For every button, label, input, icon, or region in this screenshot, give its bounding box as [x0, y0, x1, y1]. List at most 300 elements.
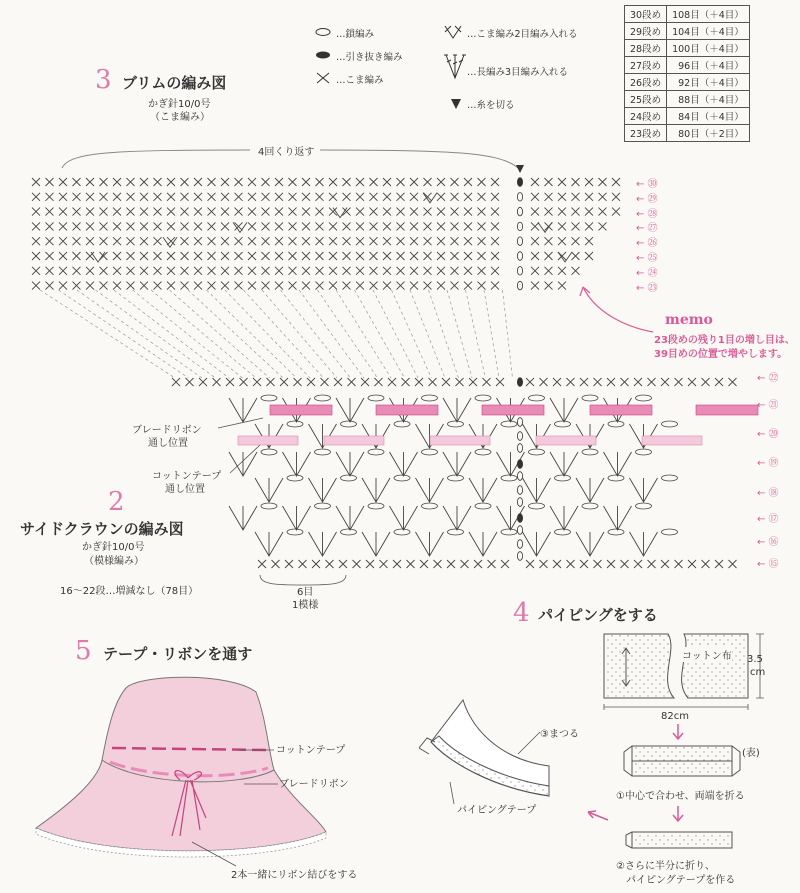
single-crochet-mark	[348, 378, 356, 386]
single-crochet-mark	[356, 252, 364, 260]
table-row	[625, 57, 750, 74]
fan-mark	[416, 532, 444, 556]
section3-title: ブリムの編み図	[122, 74, 227, 92]
chain-mark	[394, 475, 410, 481]
single-crochet-mark	[329, 267, 337, 275]
single-crochet-mark	[612, 208, 620, 216]
single-crochet-mark	[248, 178, 256, 186]
single-crochet-mark	[267, 378, 275, 386]
single-crochet-mark	[424, 178, 432, 186]
single-crochet-mark	[434, 560, 442, 568]
single-crochet-mark	[113, 193, 121, 201]
single-crochet-mark	[558, 267, 566, 275]
single-crochet-mark	[32, 237, 40, 245]
single-crochet-mark	[208, 178, 216, 186]
single-crochet-mark	[585, 252, 593, 260]
single-crochet-mark	[558, 178, 566, 186]
single-crochet-mark	[221, 282, 229, 290]
single-crochet-mark	[607, 560, 615, 568]
crown-row-label: ← ⑯	[757, 537, 779, 548]
single-crochet-mark	[235, 178, 243, 186]
single-crochet-mark	[302, 282, 310, 290]
fan-mark	[443, 398, 471, 422]
single-crochet-mark	[437, 222, 445, 230]
single-crochet-mark	[316, 208, 324, 216]
cut-yarn-icon	[450, 98, 464, 110]
single-crochet-mark	[451, 252, 459, 260]
single-crochet-mark	[262, 222, 270, 230]
chain-mark	[517, 472, 522, 481]
single-crochet-mark	[302, 178, 310, 186]
guide-line	[429, 290, 459, 378]
single-crochet-mark	[194, 252, 202, 260]
single-crochet-mark	[572, 208, 580, 216]
single-crochet-mark	[262, 178, 270, 186]
fan-mark	[255, 478, 283, 502]
single-crochet-mark	[424, 208, 432, 216]
single-crochet-mark	[393, 560, 401, 568]
row-label: 23段め	[625, 125, 667, 142]
single-crochet-mark	[248, 222, 256, 230]
single-crochet-mark	[572, 193, 580, 201]
guide-line	[77, 290, 202, 378]
legend-slip: …引き抜き編み	[336, 52, 403, 63]
single-crochet-mark	[73, 267, 81, 275]
single-crochet-mark	[567, 560, 575, 568]
single-crochet-mark	[302, 267, 310, 275]
single-crochet-mark	[140, 267, 148, 275]
single-crochet-mark	[326, 560, 334, 568]
single-crochet-mark	[334, 378, 342, 386]
single-crochet-mark	[599, 178, 607, 186]
chain-mark	[394, 421, 410, 427]
single-crochet-mark	[221, 237, 229, 245]
single-crochet-mark	[86, 267, 94, 275]
cotton-tape-bar	[430, 436, 490, 445]
single-crochet-mark	[127, 282, 135, 290]
guide-line	[262, 290, 337, 378]
single-crochet-mark	[59, 193, 67, 201]
chain-mark	[448, 475, 464, 481]
single-crochet-mark	[437, 208, 445, 216]
single-crochet-mark	[464, 193, 472, 201]
stitch-count: 100目（＋4目）	[667, 40, 750, 57]
section3-number: 3	[95, 65, 112, 95]
single-crochet-mark	[531, 178, 539, 186]
single-crochet-mark	[186, 378, 194, 386]
single-crochet-mark	[312, 560, 320, 568]
single-crochet-mark	[526, 378, 534, 386]
single-crochet-mark	[451, 267, 459, 275]
single-crochet-mark	[572, 178, 580, 186]
legend-cut: …糸を切る	[467, 100, 515, 111]
single-crochet-mark	[451, 193, 459, 201]
chain-mark	[529, 449, 545, 455]
single-crochet-mark	[167, 222, 175, 230]
legend-sc: …こま編み	[336, 75, 384, 86]
chain-mark	[555, 529, 571, 535]
braid-ribbon-bar	[270, 405, 332, 415]
guide-line	[59, 290, 189, 378]
slip-stitch-mark	[517, 460, 522, 469]
single-crochet-mark	[86, 282, 94, 290]
single-crochet-mark	[491, 178, 499, 186]
chain-mark	[608, 475, 624, 481]
chain-mark	[517, 193, 522, 202]
hat-bow-label: 2本一緒にリボン結びをする	[231, 870, 358, 881]
single-crochet-mark	[361, 378, 369, 386]
chain-mark	[368, 503, 384, 509]
single-crochet-mark	[501, 560, 509, 568]
single-crochet-mark	[370, 193, 378, 201]
stitch-count: 96目（＋4目）	[667, 57, 750, 74]
single-crochet-mark	[478, 178, 486, 186]
chain-mark	[501, 475, 517, 481]
single-crochet-mark	[558, 237, 566, 245]
single-crochet-mark	[262, 267, 270, 275]
chain-mark	[582, 449, 598, 455]
chain-mark	[529, 395, 545, 401]
single-crochet-mark	[226, 378, 234, 386]
single-crochet-mark	[488, 560, 496, 568]
crown-row-label: ← ⑮	[757, 559, 779, 570]
chain-mark	[517, 444, 522, 453]
single-crochet-mark	[46, 178, 54, 186]
single-crochet-mark	[545, 193, 553, 201]
chain-mark	[582, 503, 598, 509]
braid-ribbon-bar	[376, 405, 438, 415]
single-crochet-mark	[221, 193, 229, 201]
chain-mark	[517, 526, 522, 535]
single-crochet-mark	[154, 178, 162, 186]
single-crochet-mark	[86, 178, 94, 186]
crown-row-label: ← ⑲	[757, 458, 779, 469]
single-crochet-mark	[194, 222, 202, 230]
stitch-count: 84目（＋4目）	[667, 108, 750, 125]
single-crochet-mark	[397, 222, 405, 230]
fan-mark	[604, 506, 632, 530]
single-crochet-mark	[262, 237, 270, 245]
single-crochet-mark	[558, 222, 566, 230]
hat-braid-leader	[244, 779, 284, 789]
single-crochet-mark	[599, 208, 607, 216]
single-crochet-mark	[496, 378, 504, 386]
single-crochet-mark	[181, 267, 189, 275]
fan-mark	[229, 506, 257, 530]
single-crochet-mark	[531, 267, 539, 275]
single-crochet-mark	[302, 252, 310, 260]
down-arrow-icon	[668, 722, 688, 742]
single-crochet-mark	[451, 222, 459, 230]
single-crochet-mark	[540, 378, 548, 386]
single-crochet-mark	[289, 222, 297, 230]
fan-mark	[336, 398, 364, 422]
tape-label: パイピングテープ	[457, 805, 537, 816]
single-crochet-mark	[73, 208, 81, 216]
single-crochet-mark	[715, 378, 723, 386]
chain-mark	[448, 529, 464, 535]
cotton-tape-bar	[642, 436, 702, 445]
single-crochet-mark	[356, 193, 364, 201]
section3-hook: かぎ針10/0号	[148, 99, 211, 110]
section4-title: パイピングをする	[538, 606, 658, 624]
brim-row-label: ← ㉔	[636, 267, 658, 279]
memo-heading: memo	[665, 312, 713, 328]
single-crochet-mark	[580, 378, 588, 386]
single-crochet-mark	[540, 560, 548, 568]
section5-title: テープ・リボンを通す	[103, 645, 253, 663]
dc-increase-icon	[443, 52, 467, 80]
chain-mark	[517, 207, 522, 216]
chain-mark	[517, 540, 522, 549]
single-crochet-mark	[73, 252, 81, 260]
single-crochet-mark	[46, 267, 54, 275]
single-crochet-mark	[194, 178, 202, 186]
row-label: 25段め	[625, 91, 667, 108]
single-crochet-mark	[553, 378, 561, 386]
single-crochet-mark	[316, 282, 324, 290]
single-crochet-mark	[302, 208, 310, 216]
single-crochet-mark	[127, 222, 135, 230]
single-crochet-mark	[675, 378, 683, 386]
single-crochet-mark	[154, 208, 162, 216]
section3-stitch: （こま編み）	[150, 112, 210, 123]
single-crochet-mark	[154, 282, 162, 290]
single-crochet-mark	[221, 208, 229, 216]
single-crochet-mark	[397, 252, 405, 260]
down-arrow-icon-2	[668, 804, 688, 824]
single-crochet-mark	[127, 208, 135, 216]
single-crochet-mark	[194, 193, 202, 201]
single-crochet-mark	[154, 267, 162, 275]
single-crochet-mark	[370, 282, 378, 290]
single-crochet-mark	[294, 378, 302, 386]
fan-mark	[630, 478, 658, 502]
chain-mark	[261, 395, 277, 401]
guide-line	[318, 290, 378, 378]
fan-mark	[362, 532, 390, 556]
cotton-label-2: 通し位置	[165, 484, 205, 495]
single-crochet-mark	[329, 237, 337, 245]
single-crochet-mark	[258, 560, 266, 568]
single-crochet-mark	[181, 193, 189, 201]
crown-row-label: ← ㉑	[757, 400, 779, 411]
single-crochet-mark	[429, 378, 437, 386]
single-crochet-mark	[415, 378, 423, 386]
single-crochet-mark	[442, 378, 450, 386]
single-crochet-mark	[208, 282, 216, 290]
single-crochet-mark	[32, 282, 40, 290]
single-crochet-mark	[478, 267, 486, 275]
single-crochet-mark	[599, 193, 607, 201]
single-crochet-mark	[154, 193, 162, 201]
six-stitches: 6目	[297, 587, 314, 598]
fabric-height-unit: cm	[750, 667, 766, 678]
chain-mark	[287, 529, 303, 535]
single-crochet-mark	[316, 252, 324, 260]
single-crochet-mark	[397, 193, 405, 201]
single-crochet-mark	[289, 282, 297, 290]
single-crochet-mark	[329, 178, 337, 186]
hat-bow-leader	[186, 838, 246, 868]
single-crochet-mark	[599, 222, 607, 230]
brim-row-label: ← ㉗	[636, 223, 658, 235]
single-crochet-mark	[329, 282, 337, 290]
single-crochet-mark	[483, 378, 491, 386]
single-crochet-mark	[302, 222, 310, 230]
chain-mark	[368, 449, 384, 455]
single-crochet-mark	[553, 560, 561, 568]
guide-line	[225, 290, 310, 378]
single-crochet-mark	[73, 178, 81, 186]
single-crochet-mark	[140, 282, 148, 290]
single-crochet-mark	[343, 282, 351, 290]
memo-line2: 39目めの位置で増やします。	[654, 349, 788, 360]
single-crochet-mark	[275, 208, 283, 216]
single-crochet-mark	[531, 252, 539, 260]
single-crochet-mark	[113, 222, 121, 230]
single-crochet-mark	[437, 267, 445, 275]
pink-arrow-icon	[582, 808, 612, 828]
single-crochet-mark	[100, 267, 108, 275]
single-crochet-mark	[213, 378, 221, 386]
single-crochet-mark	[370, 208, 378, 216]
chain-mark	[475, 395, 491, 401]
single-crochet-mark	[585, 222, 593, 230]
single-crochet-mark	[100, 178, 108, 186]
single-crochet-mark	[289, 208, 297, 216]
single-crochet-mark	[397, 178, 405, 186]
single-crochet-mark	[275, 252, 283, 260]
single-crochet-mark	[86, 237, 94, 245]
single-crochet-mark	[585, 237, 593, 245]
single-crochet-mark	[86, 222, 94, 230]
single-crochet-mark	[32, 178, 40, 186]
single-crochet-mark	[235, 237, 243, 245]
single-crochet-mark	[383, 208, 391, 216]
single-crochet-mark	[100, 222, 108, 230]
single-crochet-mark	[113, 208, 121, 216]
chain-mark	[662, 475, 678, 481]
single-crochet-mark	[545, 252, 553, 260]
repeat-label: 4回くり返す	[258, 147, 315, 158]
guide-line	[484, 290, 499, 378]
legend-chain: …鎖編み	[336, 29, 375, 40]
single-crochet-mark	[289, 178, 297, 186]
single-crochet-mark	[491, 282, 499, 290]
guide-line	[281, 290, 351, 378]
single-crochet-mark	[469, 378, 477, 386]
single-crochet-mark	[478, 282, 486, 290]
single-crochet-mark	[380, 560, 388, 568]
braid-label-1: ブレードリボン	[132, 425, 202, 436]
face-label: (表)	[742, 748, 760, 759]
chain-mark	[636, 395, 652, 401]
single-crochet-mark	[113, 252, 121, 260]
table-row	[625, 74, 750, 91]
single-crochet-mark	[208, 193, 216, 201]
brim-row-label: ← ㉙	[636, 193, 658, 205]
chain-mark	[315, 395, 331, 401]
single-crochet-mark	[248, 252, 256, 260]
single-crochet-mark	[167, 252, 175, 260]
single-crochet-mark	[424, 282, 432, 290]
single-crochet-mark	[316, 237, 324, 245]
single-crochet-mark	[262, 282, 270, 290]
table-row	[625, 108, 750, 125]
single-crochet-mark	[370, 222, 378, 230]
single-crochet-mark	[447, 560, 455, 568]
single-crochet-mark	[715, 560, 723, 568]
single-crochet-mark	[634, 378, 642, 386]
section2-title: サイドクラウンの編み図	[20, 520, 184, 538]
single-crochet-mark	[370, 178, 378, 186]
braid-ribbon-bar	[482, 405, 544, 415]
chain-mark	[517, 222, 522, 231]
single-crochet-mark	[154, 237, 162, 245]
single-crochet-mark	[32, 222, 40, 230]
single-crochet-mark	[531, 193, 539, 201]
sc-increase-icon	[443, 24, 467, 40]
single-crochet-mark	[383, 252, 391, 260]
single-crochet-mark	[410, 282, 418, 290]
single-crochet-mark	[275, 267, 283, 275]
single-crochet-mark	[397, 282, 405, 290]
single-crochet-mark	[410, 267, 418, 275]
single-crochet-mark	[410, 237, 418, 245]
single-crochet-mark	[585, 178, 593, 186]
guide-line	[410, 290, 445, 378]
single-crochet-mark	[648, 560, 656, 568]
brim-chart	[0, 170, 800, 310]
single-crochet-mark	[607, 378, 615, 386]
single-crochet-mark	[531, 208, 539, 216]
single-crochet-mark	[397, 237, 405, 245]
fan-mark	[390, 452, 418, 476]
single-crochet-mark	[464, 178, 472, 186]
chain-mark	[529, 503, 545, 509]
single-crochet-mark	[402, 378, 410, 386]
single-crochet-mark	[289, 237, 297, 245]
single-crochet-mark	[383, 222, 391, 230]
memo-line1: 23段めの残り1目の増し目は、	[654, 335, 795, 346]
section2-hook: かぎ針10/0号	[82, 542, 145, 553]
single-crochet-mark	[262, 208, 270, 216]
fan-mark	[630, 532, 658, 556]
chain-mark	[517, 267, 522, 276]
row-count-table	[624, 5, 750, 142]
single-crochet-mark	[558, 193, 566, 201]
step1-text: ①中心で合わせ、両端を折る	[616, 791, 745, 802]
single-crochet-mark	[275, 222, 283, 230]
single-crochet-mark	[275, 282, 283, 290]
single-crochet-mark	[248, 282, 256, 290]
single-crochet-mark	[46, 252, 54, 260]
single-crochet-mark	[424, 267, 432, 275]
chain-mark	[517, 552, 522, 561]
single-crochet-mark	[410, 208, 418, 216]
single-crochet-mark	[424, 222, 432, 230]
single-crochet-mark	[420, 560, 428, 568]
single-crochet-mark	[343, 252, 351, 260]
single-crochet-mark	[343, 222, 351, 230]
single-crochet-mark	[370, 237, 378, 245]
fan-mark	[283, 506, 311, 530]
section4-number: 4	[513, 598, 530, 628]
stitch-count: 108目（＋4目）	[667, 6, 750, 23]
single-crochet-mark	[316, 178, 324, 186]
single-crochet-mark	[451, 237, 459, 245]
